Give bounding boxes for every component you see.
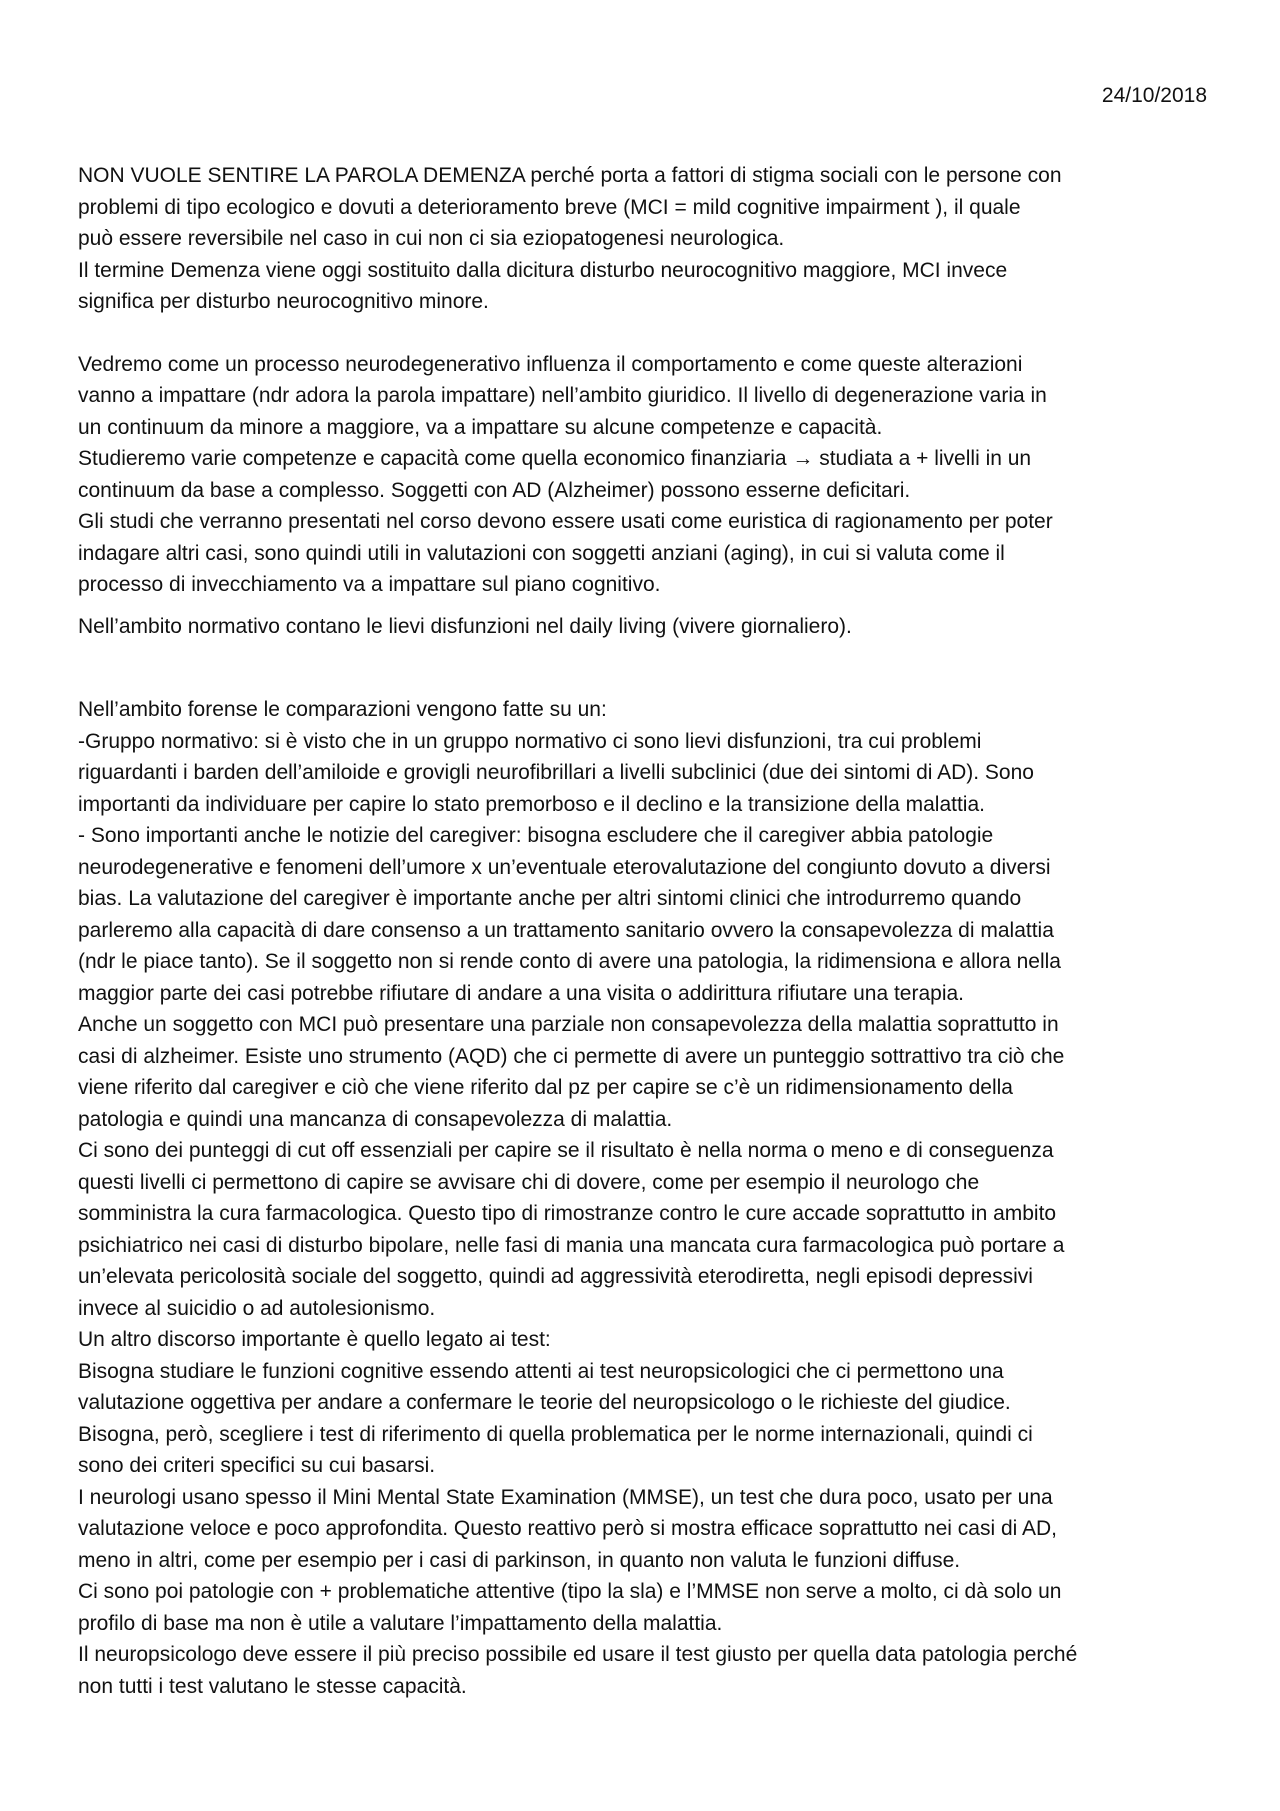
text-line: - Sono importanti anche le notizie del caregiver: bisogna escludere che il caregiver abbia patologie: [78, 824, 994, 847]
text-line: Ci sono poi patologie con + problematiche attentive (tipo la sla) e l’MMSE non serve a molto, ci dà solo un: [78, 1580, 1062, 1603]
text-line: Vedremo come un processo neurodegenerativo influenza il comportamento e come queste alterazioni: [78, 352, 1023, 376]
text-line: può essere reversibile nel caso in cui non ci sia eziopatogenesi neurologica.: [78, 227, 785, 250]
text-line: psichiatrico nei casi di disturbo bipolare, nelle fasi di mania una mancata cura farmacologica può portare a: [78, 1233, 1065, 1257]
text-line: casi di alzheimer. Esiste uno strumento (AQD) che ci permette di avere un punteggio sottrattivo tra ciò che: [78, 1044, 1065, 1068]
text-line: indagare altri casi, sono quindi utili in valutazioni con soggetti anziani (aging), in cui si valuta come il: [78, 541, 1005, 565]
text-line: patologia e quindi una mancanza di consapevolezza di malattia.: [78, 1107, 673, 1131]
text-line: importanti da individuare per capire lo stato premorboso e il declino e la transizione della malattia.: [78, 792, 985, 816]
text-line: Il neuropsicologo deve essere il più preciso possibile ed usare il test giusto per quella data patologia perché: [78, 1643, 1078, 1666]
text-line: Anche un soggetto con MCI può presentare una parziale non consapevolezza della malattia soprattutto in: [78, 1013, 1059, 1036]
text-line: Bisogna, però, scegliere i test di riferimento di quella problematica per le norme internazionali, quindi ci: [78, 1422, 1033, 1446]
text-line: processo di invecchiamento va a impattare sul piano cognitivo.: [78, 573, 661, 596]
text-line: riguardanti i barden dell’amiloide e grovigli neurofibrillari a livelli subclinici (due dei sintomi di AD). Sono: [78, 761, 1034, 784]
paragraph-forensic: [78, 694, 1208, 1702]
text-line: Studieremo varie competenze e capacità come quella economico finanziaria → studiata a + livelli in un: [78, 447, 1032, 470]
text-line: problemi di tipo ecologico e dovuti a deterioramento breve (MCI = mild cognitive impairment ), il quale: [78, 195, 1021, 219]
text-line: sono dei criteri specifici su cui basarsi.: [78, 1454, 436, 1477]
text-line: Nell’ambito normativo contano le lievi disfunzioni nel daily living (vivere giornaliero).: [78, 614, 852, 638]
text-line: bias. La valutazione del caregiver è importante anche per altri sintomi clinici che introdurremo quando: [78, 887, 1022, 910]
text-line: questi livelli ci permettono di capire se avvisare chi di dovere, come per esempio il neurologo che: [78, 1170, 980, 1194]
text-line: Nell’ambito forense le comparazioni vengono fatte su un:: [78, 698, 607, 721]
text-line: parleremo alla capacità di dare consenso a un trattamento sanitario ovvero la consapevolezza di malattia: [78, 918, 1054, 942]
text-line: non tutti i test valutano le stesse capacità.: [78, 1674, 467, 1698]
text-line: un continuum da minore a maggiore, va a impattare su alcune competenze e capacità.: [78, 415, 883, 439]
text-line: Un altro discorso importante è quello legato ai test:: [78, 1328, 551, 1351]
paragraph-intro: [78, 160, 1208, 318]
text-line: profilo di base ma non è utile a valutare l’impattamento della malattia.: [78, 1611, 723, 1635]
text-line: viene riferito dal caregiver e ciò che viene riferito dal pz per capire se c’è un ridimensionamento della: [78, 1076, 1013, 1099]
text-line: Gli studi che verranno presentati nel corso devono essere usati come euristica di ragionamento per poter: [78, 510, 1053, 533]
text-line: somministra la cura farmacologica. Questo tipo di rimostranze contro le cure accade soprattutto in ambito: [78, 1202, 1057, 1225]
text-line: NON VUOLE SENTIRE LA PAROLA DEMENZA perché porta a fattori di stigma sociali con le persone con: [78, 164, 1062, 187]
text-line: -Gruppo normativo: si è visto che in un gruppo normativo ci sono lievi disfunzioni, tra cui problemi: [78, 729, 982, 753]
paragraph-gap: [78, 318, 1208, 349]
document-body: [78, 160, 1208, 1702]
text-line: un’elevata pericolosità sociale del soggetto, quindi ad aggressività eterodiretta, negli episodi depressivi: [78, 1265, 1033, 1288]
document-date: 24/10/2018: [1101, 84, 1207, 107]
text-line: neurodegenerative e fenomeni dell’umore x un’eventuale eterovalutazione del congiunto dovuto a diversi: [78, 855, 1051, 879]
paragraph-normative: [78, 611, 1208, 643]
text-line: (ndr le piace tanto). Se il soggetto non si rende conto di avere una patologia, la ridimensiona e allora nella: [78, 950, 1061, 973]
text-line: Il termine Demenza viene oggi sostituito dalla dicitura disturbo neurocognitivo maggiore, MCI invece: [78, 258, 1008, 282]
paragraph-neurodegeneration: [78, 349, 1208, 601]
paragraph-gap: [78, 601, 1208, 611]
text-line: valutazione oggettiva per andare a confermare le teorie del neuropsicologo o le richieste del giudice.: [78, 1391, 1011, 1414]
paragraph-gap: [78, 642, 1208, 694]
text-line: Ci sono dei punteggi di cut off essenziali per capire se il risultato è nella norma o meno e di conseguenza: [78, 1139, 1054, 1162]
text-line: valutazione veloce e poco approfondita. Questo reattivo però si mostra efficace soprattutto nei casi di AD,: [78, 1517, 1058, 1540]
text-line: meno in altri, come per esempio per i casi di parkinson, in quanto non valuta le funzioni diffuse.: [78, 1548, 961, 1572]
text-line: significa per disturbo neurocognitivo minore.: [78, 290, 489, 313]
text-line: Bisogna studiare le funzioni cognitive essendo attenti ai test neuropsicologici che ci permettono una: [78, 1359, 1004, 1383]
text-line: maggior parte dei casi potrebbe rifiutare di andare a una visita o addirittura rifiutare una terapia.: [78, 981, 965, 1005]
text-line: vanno a impattare (ndr adora la parola impattare) nell’ambito giuridico. Il livello di degenerazione varia in: [78, 384, 1047, 407]
text-line: I neurologi usano spesso il Mini Mental State Examination (MMSE), un test che dura poco, usato per una: [78, 1485, 1053, 1509]
text-line: invece al suicidio o ad autolesionismo.: [78, 1296, 436, 1320]
text-line: continuum da base a complesso. Soggetti con AD (Alzheimer) possono esserne deficitari.: [78, 478, 911, 502]
